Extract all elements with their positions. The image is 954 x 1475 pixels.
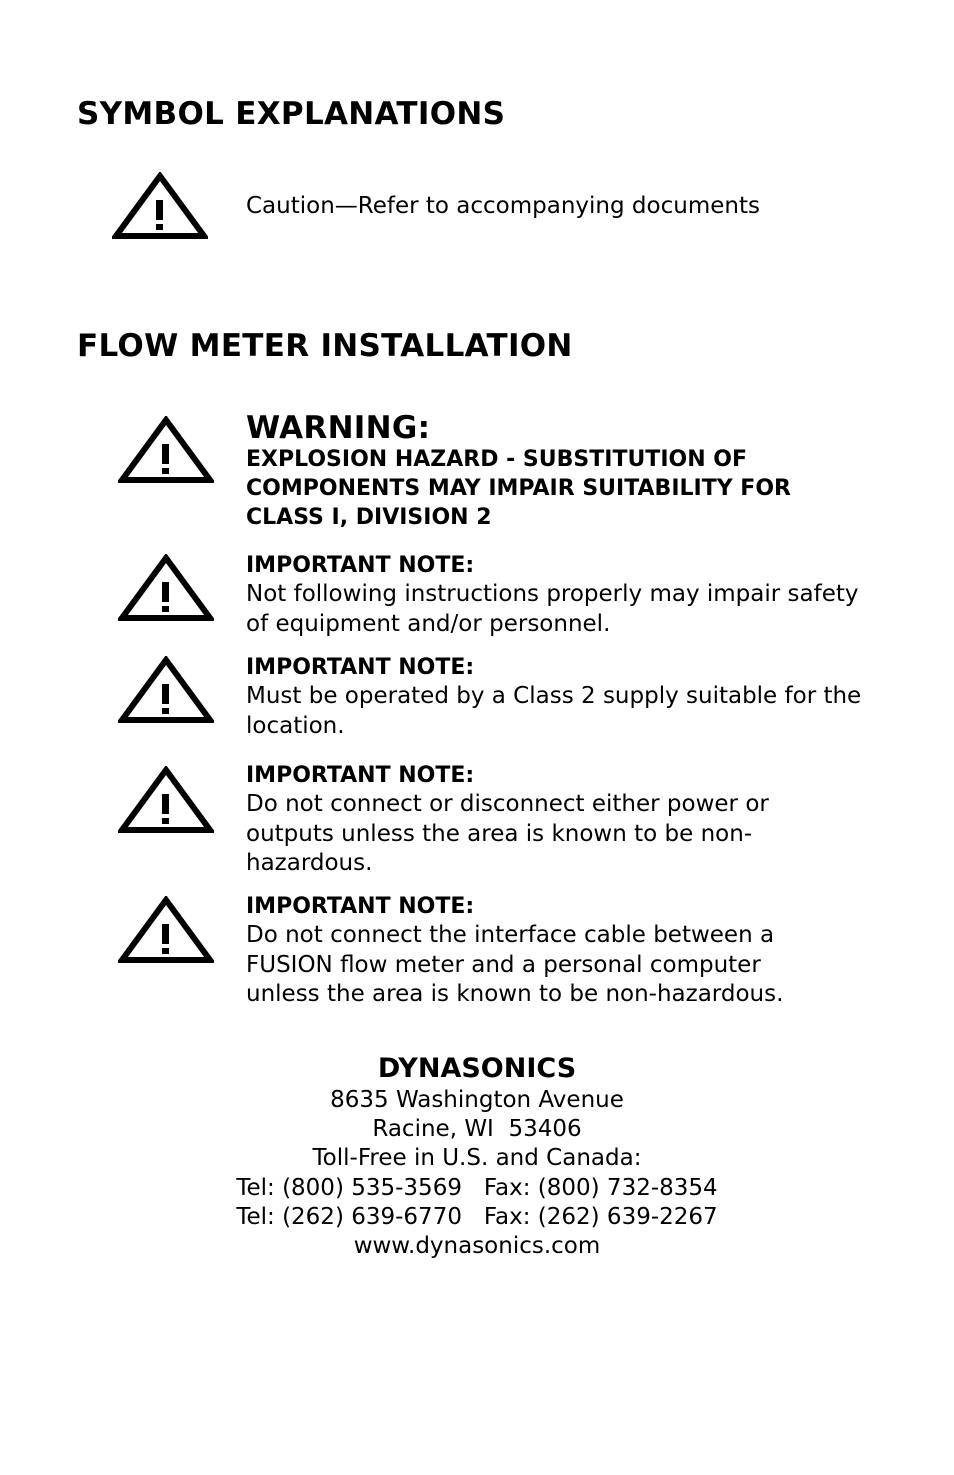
contact-block (0, 1053, 954, 1261)
caution-description: Caution—Refer to accompanying documents (246, 193, 760, 219)
note-body: Do not connect or disconnect either power or outputs unless the area is known to be non-hazardous. (246, 791, 769, 876)
city-state-zip: Racine, WI 53406 (372, 1116, 582, 1143)
explosion-warning (246, 411, 886, 532)
note-body: Not following instructions properly may impair safety of equipment and/or personnel. (246, 581, 859, 637)
warning-heading: WARNING: (246, 410, 431, 446)
warning-triangle-icon (118, 554, 214, 622)
flow-meter-installation-title: FLOW METER INSTALLATION (77, 328, 573, 364)
important-note (246, 761, 806, 879)
note-body: Must be operated by a Class 2 supply suitable for the location. (246, 683, 862, 739)
warning-triangle-icon (118, 416, 214, 484)
warning-triangle-icon (118, 896, 214, 964)
note-body: Do not connect the interface cable between a FUSION flow meter and a personal computer unless the area is known to be non-hazardous. (246, 922, 784, 1007)
warning-triangle-icon (112, 172, 208, 240)
warning-triangle-icon (118, 656, 214, 724)
company-name: DYNASONICS (377, 1053, 577, 1084)
toll-free-label: Toll-Free in U.S. and Canada: (312, 1145, 642, 1172)
important-note (246, 892, 836, 1010)
warning-body: EXPLOSION HAZARD - SUBSTITUTION OF COMPONENTS MAY IMPAIR SUITABILITY FOR CLASS I, DIVISION 2 (246, 447, 791, 530)
phone-fax-line: Tel: (262) 639-6770 Fax: (262) 639-2267 (236, 1203, 718, 1230)
note-heading: IMPORTANT NOTE: (246, 894, 475, 919)
note-heading: IMPORTANT NOTE: (246, 763, 475, 788)
symbol-explanations-title: SYMBOL EXPLANATIONS (77, 96, 506, 132)
phone-fax-line: Tel: (800) 535-3569 Fax: (800) 732-8354 (236, 1174, 718, 1201)
important-note (246, 551, 886, 639)
street-address: 8635 Washington Avenue (330, 1087, 624, 1113)
important-note (246, 653, 886, 741)
note-heading: IMPORTANT NOTE: (246, 553, 475, 578)
warning-triangle-icon (118, 766, 214, 834)
website-link[interactable]: www.dynasonics.com (353, 1233, 601, 1260)
note-heading: IMPORTANT NOTE: (246, 655, 475, 680)
